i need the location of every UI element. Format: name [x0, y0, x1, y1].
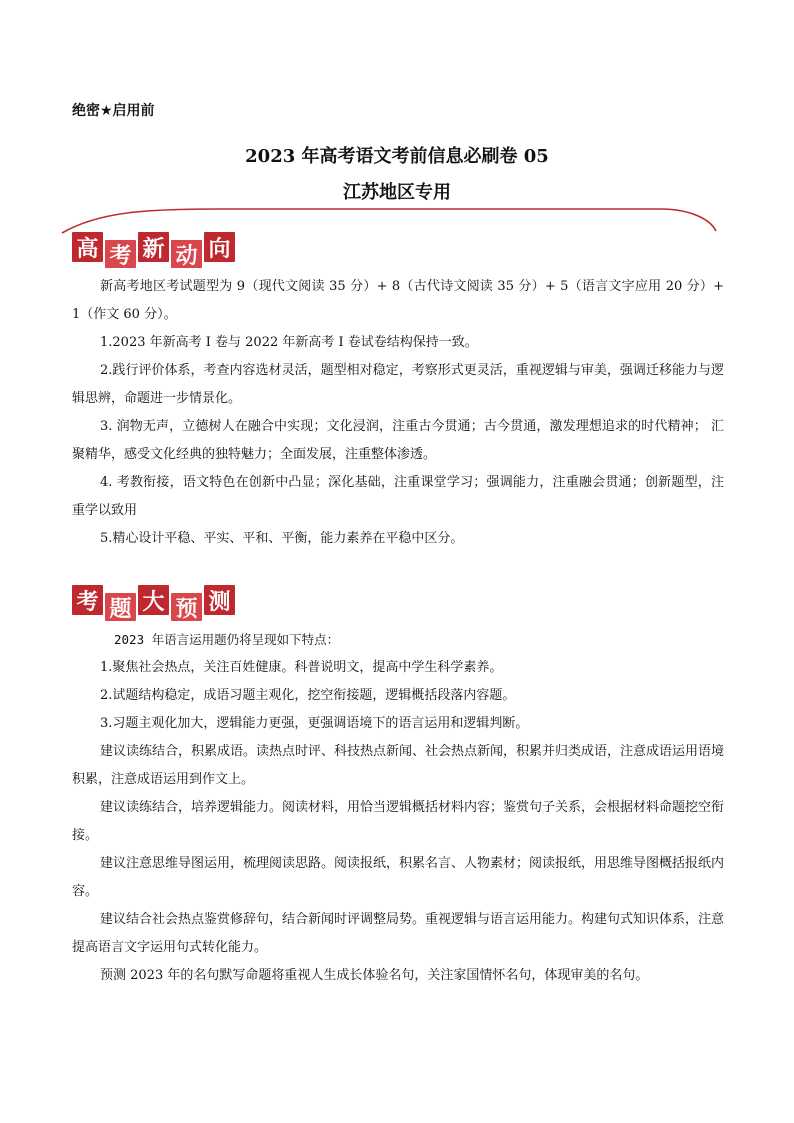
lead-paragraph: 2023 年语言运用题仍将呈现如下特点：	[114, 632, 340, 647]
paragraph: 2.试题结构稳定，成语习题主观化，挖空衔接题，逻辑概括段落内容题。	[100, 688, 516, 703]
secret-label: 绝密★启用前	[72, 103, 155, 119]
section-banner-exam-prediction	[72, 585, 235, 621]
banner-char: 大	[138, 585, 169, 615]
paragraph: 建议结合社会热点鉴赏修辞句，结合新闻时评调整局势。重视逻辑与语言运用能力。构建句式知识体系，注意提高语言文字运用句式转化能力。	[72, 912, 725, 955]
section2-body	[72, 626, 724, 990]
paragraph: 2.践行评价体系，考查内容选材灵活，题型相对稳定，考察形式更灵活，重视逻辑与审美，强调迁移能力与逻辑思辨，命题进一步情景化。	[72, 363, 724, 406]
paragraph: 建议读练结合，积累成语。读热点时评、科技热点新闻、社会热点新闻，积累并归类成语，注意成语运用语境积累，注意成语运用到作文上。	[72, 744, 725, 787]
paragraph: 1.聚焦社会热点，关注百姓健康。科普说明文，提高中学生科学素养。	[100, 660, 503, 675]
paragraph: 预测 2023 年的名句默写命题将重视人生成长体验名句，关注家国情怀名句，体现审美的名句。	[100, 968, 649, 983]
paragraph: 4. 考教衔接，语文特色在创新中凸显；深化基础，注重课堂学习；强调能力，注重融会贯通；创新题型，注重学以致用	[72, 475, 724, 518]
banner-char: 测	[204, 585, 235, 615]
paragraph: 建议注意思维导图运用，梳理阅读思路。阅读报纸，积累名言、人物素材；阅读报纸，用思维导图概括报纸内容。	[72, 856, 725, 899]
document-title: 2023 年高考语文考前信息必刷卷 05	[245, 146, 549, 167]
paragraph: 新高考地区考试题型为 9（现代文阅读 35 分）+ 8（古代诗文阅读 35 分）+ 5（语言文字应用 20 分）+ 1（作文 60 分）。	[72, 279, 724, 322]
banner-char: 考	[72, 585, 103, 615]
banner-char: 考	[105, 240, 136, 268]
paragraph: 3. 润物无声，立德树人在融合中实现；文化浸润，注重古今贯通；古今贯通，激发理想追求的时代精神； 汇聚精华，感受文化经典的独特魅力；全面发展，注重整体渗透。	[72, 419, 724, 462]
banner-char: 高	[72, 232, 103, 262]
banner-char: 新	[138, 232, 169, 262]
banner-char: 向	[204, 232, 235, 262]
section-banner-gaokao-new-trends	[72, 232, 235, 268]
document-subtitle: 江苏地区专用	[343, 182, 451, 203]
decorative-curve	[60, 205, 720, 235]
banner-char: 题	[105, 593, 136, 621]
banner-char: 动	[171, 240, 202, 268]
section1-body	[72, 273, 724, 553]
paragraph: 建议读练结合，培养逻辑能力。阅读材料，用恰当逻辑概括材料内容；鉴赏句子关系，会根据材料命题挖空衔接。	[72, 800, 725, 843]
paragraph: 3.习题主观化加大，逻辑能力更强，更强调语境下的语言运用和逻辑判断。	[100, 716, 529, 731]
banner-char: 预	[171, 593, 202, 621]
paragraph: 5.精心设计平稳、平实、平和、平衡，能力素养在平稳中区分。	[100, 531, 464, 546]
paragraph: 1.2023 年新高考 I 卷与 2022 年新高考 I 卷试卷结构保持一致。	[100, 335, 478, 350]
